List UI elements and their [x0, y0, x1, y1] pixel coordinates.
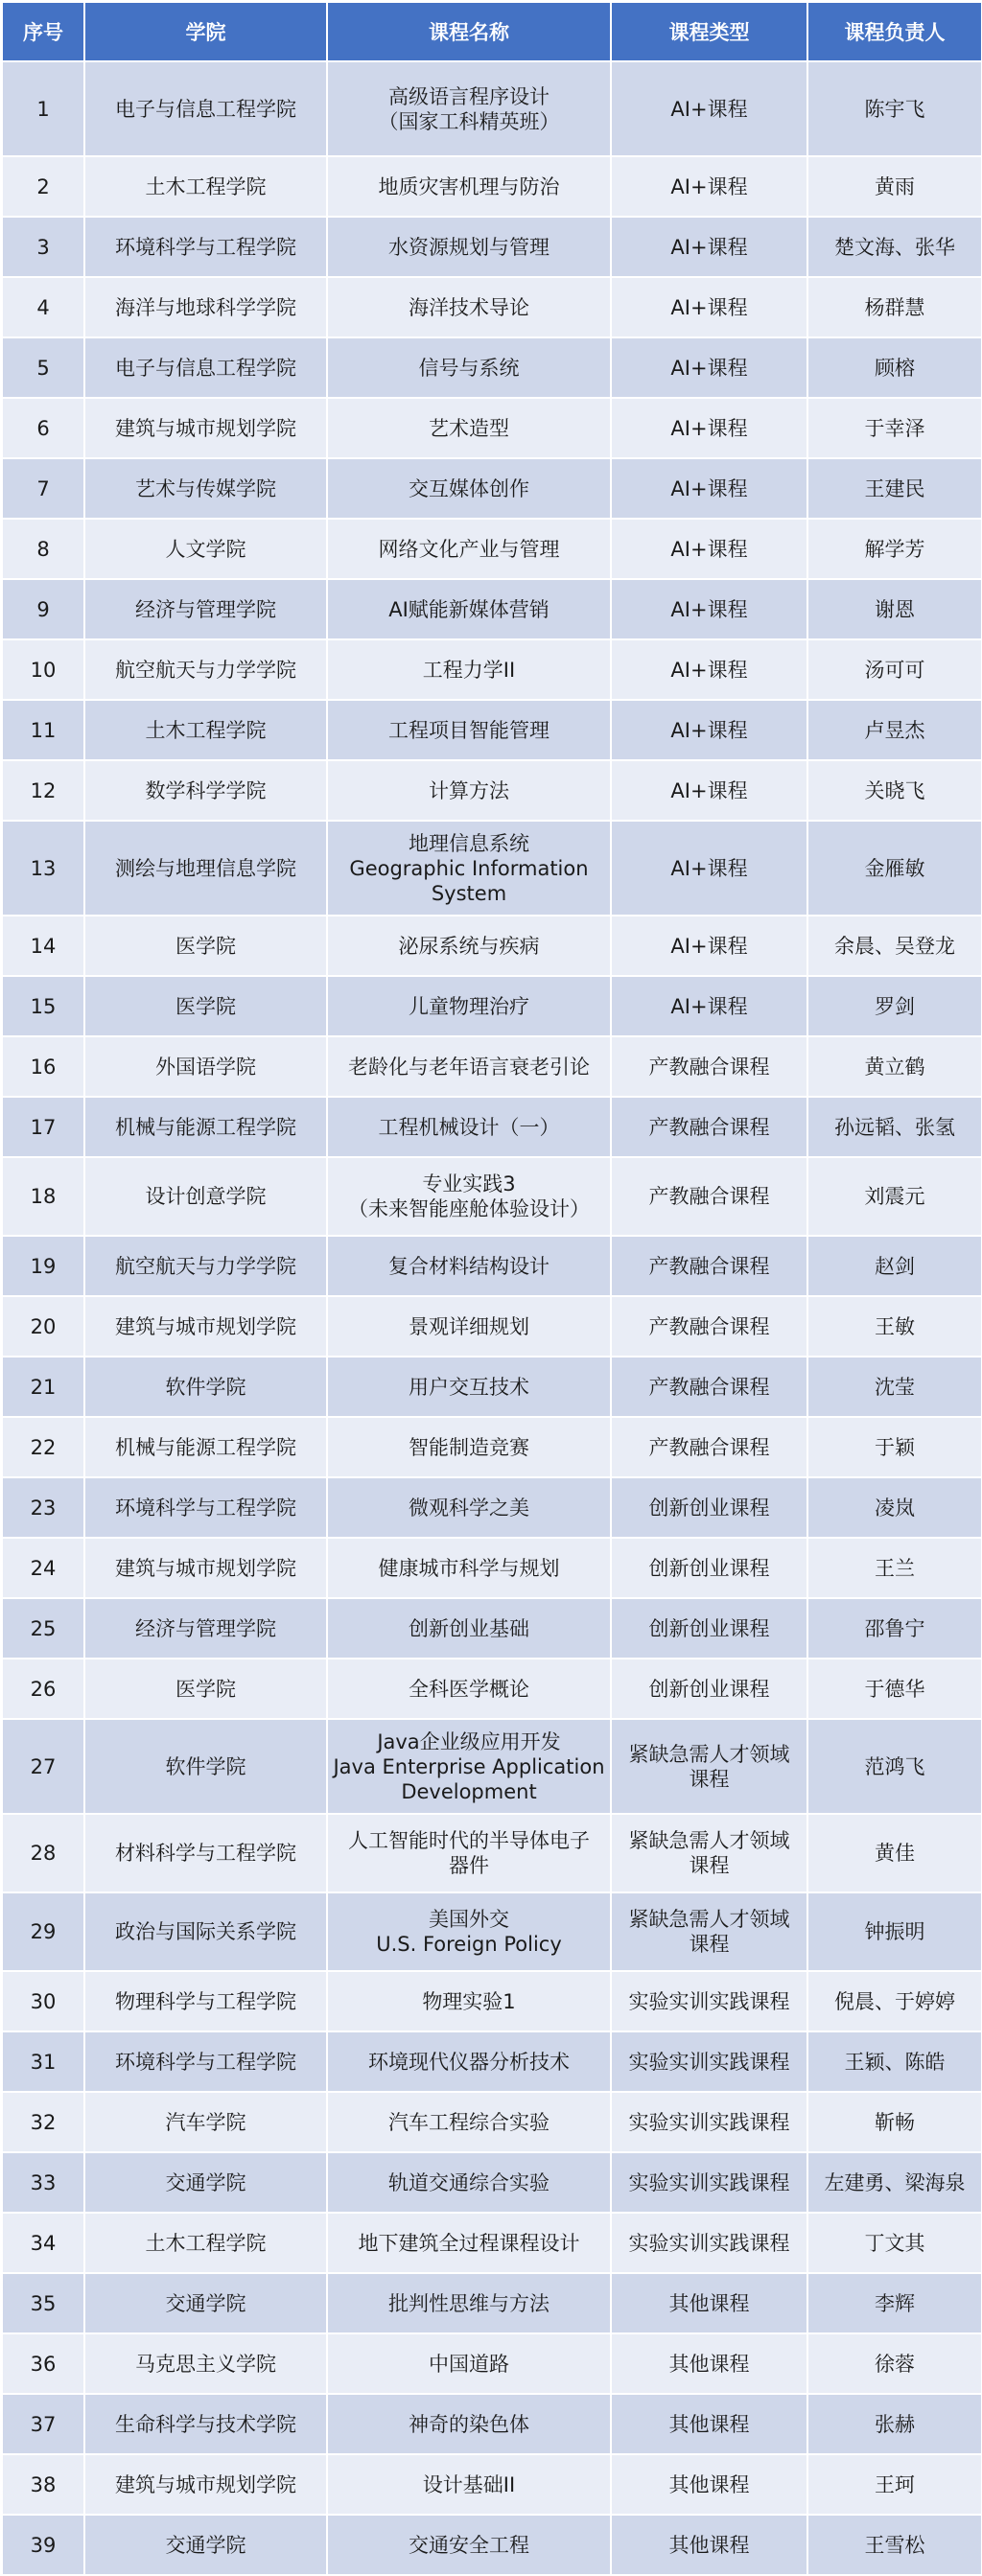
row-index: 35	[2, 2273, 84, 2333]
row-course-type: 产教融合课程	[611, 1236, 807, 1296]
table-row	[2, 1598, 982, 1659]
row-college: 交通学院	[84, 2515, 327, 2575]
row-course-name: 信号与系统	[327, 337, 611, 398]
row-course-name: Java企业级应用开发 Java Enterprise Application Development	[327, 1719, 611, 1814]
row-college: 马克思主义学院	[84, 2333, 327, 2394]
table-row	[2, 1236, 982, 1296]
row-index: 1	[2, 61, 84, 156]
row-college: 土木工程学院	[84, 156, 327, 217]
header-course-lead: 课程负责人	[807, 2, 982, 61]
row-course-type: AI+课程	[611, 976, 807, 1036]
row-college: 交通学院	[84, 2152, 327, 2213]
row-course-type: 其他课程	[611, 2515, 807, 2575]
table-row	[2, 1814, 982, 1892]
row-index: 3	[2, 217, 84, 277]
row-college: 电子与信息工程学院	[84, 337, 327, 398]
row-course-lead: 张赫	[807, 2394, 982, 2454]
row-course-lead: 孙远韬、张氢	[807, 1097, 982, 1157]
table-row	[2, 1296, 982, 1357]
row-college: 医学院	[84, 976, 327, 1036]
row-index: 19	[2, 1236, 84, 1296]
row-college: 机械与能源工程学院	[84, 1097, 327, 1157]
table-row	[2, 61, 982, 156]
row-course-type: AI+课程	[611, 700, 807, 760]
row-course-name: 神奇的染色体	[327, 2394, 611, 2454]
row-course-lead: 沈莹	[807, 1357, 982, 1417]
table-body	[2, 61, 982, 2575]
header-course-type: 课程类型	[611, 2, 807, 61]
row-index: 25	[2, 1598, 84, 1659]
row-course-name: 地质灾害机理与防治	[327, 156, 611, 217]
row-course-name: 老龄化与老年语言衰老引论	[327, 1036, 611, 1097]
row-index: 11	[2, 700, 84, 760]
row-course-lead: 黄佳	[807, 1814, 982, 1892]
row-college: 设计创意学院	[84, 1157, 327, 1236]
row-course-lead: 李辉	[807, 2273, 982, 2333]
table-row	[2, 2515, 982, 2575]
row-index: 20	[2, 1296, 84, 1357]
row-college: 医学院	[84, 1659, 327, 1719]
row-college: 航空航天与力学学院	[84, 639, 327, 700]
row-course-name: 工程力学II	[327, 639, 611, 700]
row-college: 电子与信息工程学院	[84, 61, 327, 156]
row-course-lead: 楚文海、张华	[807, 217, 982, 277]
row-course-lead: 黄雨	[807, 156, 982, 217]
row-course-lead: 卢昱杰	[807, 700, 982, 760]
row-course-type: 其他课程	[611, 2273, 807, 2333]
table-row	[2, 2092, 982, 2152]
row-course-name: 美国外交 U.S. Foreign Policy	[327, 1892, 611, 1971]
row-course-lead: 于颖	[807, 1417, 982, 1477]
course-table	[1, 1, 982, 2576]
row-index: 7	[2, 458, 84, 519]
row-course-name: 儿童物理治疗	[327, 976, 611, 1036]
row-index: 10	[2, 639, 84, 700]
row-course-type: 产教融合课程	[611, 1357, 807, 1417]
row-college: 航空航天与力学学院	[84, 1236, 327, 1296]
table-row	[2, 217, 982, 277]
row-course-lead: 于幸泽	[807, 398, 982, 458]
row-index: 24	[2, 1538, 84, 1598]
row-college: 环境科学与工程学院	[84, 217, 327, 277]
row-index: 31	[2, 2031, 84, 2092]
row-course-lead: 丁文其	[807, 2213, 982, 2273]
row-index: 28	[2, 1814, 84, 1892]
row-index: 30	[2, 1971, 84, 2031]
row-course-name: 汽车工程综合实验	[327, 2092, 611, 2152]
row-college: 测绘与地理信息学院	[84, 821, 327, 916]
row-course-type: AI+课程	[611, 277, 807, 337]
row-course-name: 地下建筑全过程课程设计	[327, 2213, 611, 2273]
row-course-lead: 邵鲁宁	[807, 1598, 982, 1659]
row-course-type: 创新创业课程	[611, 1538, 807, 1598]
row-course-type: 紧缺急需人才领域 课程	[611, 1719, 807, 1814]
row-course-lead: 余晨、吴登龙	[807, 916, 982, 976]
table-row	[2, 458, 982, 519]
row-course-name: 微观科学之美	[327, 1477, 611, 1538]
row-course-type: 产教融合课程	[611, 1296, 807, 1357]
row-course-type: 创新创业课程	[611, 1659, 807, 1719]
row-course-type: 实验实训实践课程	[611, 1971, 807, 2031]
table-row	[2, 519, 982, 579]
row-college: 交通学院	[84, 2273, 327, 2333]
row-index: 18	[2, 1157, 84, 1236]
row-course-type: AI+课程	[611, 760, 807, 821]
row-college: 环境科学与工程学院	[84, 1477, 327, 1538]
row-course-type: 紧缺急需人才领域 课程	[611, 1814, 807, 1892]
row-index: 39	[2, 2515, 84, 2575]
row-college: 外国语学院	[84, 1036, 327, 1097]
table-row	[2, 277, 982, 337]
row-course-type: 产教融合课程	[611, 1157, 807, 1236]
row-index: 23	[2, 1477, 84, 1538]
table-row	[2, 2273, 982, 2333]
row-course-name: 艺术造型	[327, 398, 611, 458]
row-course-type: 实验实训实践课程	[611, 2092, 807, 2152]
row-course-name: AI赋能新媒体营销	[327, 579, 611, 639]
table-row	[2, 2394, 982, 2454]
row-index: 36	[2, 2333, 84, 2394]
row-course-lead: 金雁敏	[807, 821, 982, 916]
row-course-name: 工程项目智能管理	[327, 700, 611, 760]
row-course-type: 实验实训实践课程	[611, 2213, 807, 2273]
row-college: 经济与管理学院	[84, 579, 327, 639]
row-college: 数学科学学院	[84, 760, 327, 821]
table-row	[2, 1036, 982, 1097]
row-course-name: 泌尿系统与疾病	[327, 916, 611, 976]
table-row	[2, 821, 982, 916]
table-row	[2, 1417, 982, 1477]
row-course-name: 批判性思维与方法	[327, 2273, 611, 2333]
row-course-name: 复合材料结构设计	[327, 1236, 611, 1296]
row-course-lead: 陈宇飞	[807, 61, 982, 156]
row-course-type: 产教融合课程	[611, 1097, 807, 1157]
row-course-name: 环境现代仪器分析技术	[327, 2031, 611, 2092]
table-row	[2, 1477, 982, 1538]
row-course-name: 交互媒体创作	[327, 458, 611, 519]
row-index: 22	[2, 1417, 84, 1477]
table-row	[2, 156, 982, 217]
row-course-name: 用户交互技术	[327, 1357, 611, 1417]
row-course-lead: 徐蓉	[807, 2333, 982, 2394]
table-row	[2, 916, 982, 976]
row-college: 汽车学院	[84, 2092, 327, 2152]
row-college: 建筑与城市规划学院	[84, 2454, 327, 2515]
row-index: 29	[2, 1892, 84, 1971]
table-row	[2, 398, 982, 458]
table-row	[2, 2333, 982, 2394]
row-course-lead: 顾榕	[807, 337, 982, 398]
row-course-lead: 解学芳	[807, 519, 982, 579]
row-course-type: 实验实训实践课程	[611, 2152, 807, 2213]
table-row	[2, 1357, 982, 1417]
row-course-lead: 凌岚	[807, 1477, 982, 1538]
row-course-lead: 罗剑	[807, 976, 982, 1036]
row-course-lead: 王颖、陈皓	[807, 2031, 982, 2092]
row-college: 医学院	[84, 916, 327, 976]
row-course-lead: 王建民	[807, 458, 982, 519]
table-row	[2, 976, 982, 1036]
table-row	[2, 2152, 982, 2213]
row-course-type: 创新创业课程	[611, 1598, 807, 1659]
table-row	[2, 2031, 982, 2092]
header-college: 学院	[84, 2, 327, 61]
table-row	[2, 1719, 982, 1814]
row-course-type: AI+课程	[611, 337, 807, 398]
row-index: 27	[2, 1719, 84, 1814]
row-course-lead: 刘震元	[807, 1157, 982, 1236]
row-index: 5	[2, 337, 84, 398]
table-row	[2, 579, 982, 639]
row-course-type: AI+课程	[611, 579, 807, 639]
table-row	[2, 2213, 982, 2273]
row-course-type: AI+课程	[611, 916, 807, 976]
row-course-lead: 杨群慧	[807, 277, 982, 337]
row-course-name: 计算方法	[327, 760, 611, 821]
row-index: 32	[2, 2092, 84, 2152]
row-course-lead: 谢恩	[807, 579, 982, 639]
row-course-type: 其他课程	[611, 2394, 807, 2454]
row-course-name: 专业实践3 （未来智能座舱体验设计）	[327, 1157, 611, 1236]
header-course-name: 课程名称	[327, 2, 611, 61]
row-course-type: AI+课程	[611, 217, 807, 277]
row-course-lead: 王敏	[807, 1296, 982, 1357]
row-index: 4	[2, 277, 84, 337]
row-course-name: 设计基础II	[327, 2454, 611, 2515]
row-index: 38	[2, 2454, 84, 2515]
row-course-type: 实验实训实践课程	[611, 2031, 807, 2092]
table-row	[2, 1971, 982, 2031]
table-row	[2, 639, 982, 700]
row-course-name: 水资源规划与管理	[327, 217, 611, 277]
table-row	[2, 1538, 982, 1598]
header-row	[2, 2, 982, 61]
row-course-type: 其他课程	[611, 2454, 807, 2515]
row-index: 33	[2, 2152, 84, 2213]
row-college: 建筑与城市规划学院	[84, 1538, 327, 1598]
row-course-lead: 钟振明	[807, 1892, 982, 1971]
row-index: 37	[2, 2394, 84, 2454]
row-course-type: 紧缺急需人才领域 课程	[611, 1892, 807, 1971]
row-course-lead: 左建勇、梁海泉	[807, 2152, 982, 2213]
row-course-name: 网络文化产业与管理	[327, 519, 611, 579]
row-course-type: 其他课程	[611, 2333, 807, 2394]
row-college: 经济与管理学院	[84, 1598, 327, 1659]
row-course-name: 全科医学概论	[327, 1659, 611, 1719]
table-row	[2, 760, 982, 821]
table-row	[2, 1892, 982, 1971]
row-course-name: 高级语言程序设计 （国家工科精英班）	[327, 61, 611, 156]
row-college: 政治与国际关系学院	[84, 1892, 327, 1971]
row-college: 艺术与传媒学院	[84, 458, 327, 519]
row-course-name: 交通安全工程	[327, 2515, 611, 2575]
row-college: 生命科学与技术学院	[84, 2394, 327, 2454]
row-index: 9	[2, 579, 84, 639]
row-course-lead: 倪晨、于婷婷	[807, 1971, 982, 2031]
row-course-lead: 于德华	[807, 1659, 982, 1719]
row-course-type: 产教融合课程	[611, 1036, 807, 1097]
row-course-type: AI+课程	[611, 398, 807, 458]
row-college: 材料科学与工程学院	[84, 1814, 327, 1892]
row-college: 土木工程学院	[84, 2213, 327, 2273]
row-course-lead: 赵剑	[807, 1236, 982, 1296]
row-course-type: AI+课程	[611, 519, 807, 579]
table-row	[2, 700, 982, 760]
row-course-type: 产教融合课程	[611, 1417, 807, 1477]
row-course-name: 地理信息系统 Geographic Information System	[327, 821, 611, 916]
row-course-lead: 王兰	[807, 1538, 982, 1598]
row-index: 16	[2, 1036, 84, 1097]
row-course-lead: 汤可可	[807, 639, 982, 700]
row-course-name: 海洋技术导论	[327, 277, 611, 337]
row-course-type: AI+课程	[611, 156, 807, 217]
row-index: 12	[2, 760, 84, 821]
row-index: 13	[2, 821, 84, 916]
row-course-lead: 王雪松	[807, 2515, 982, 2575]
row-college: 土木工程学院	[84, 700, 327, 760]
row-course-type: AI+课程	[611, 61, 807, 156]
row-course-type: AI+课程	[611, 821, 807, 916]
table-row	[2, 1659, 982, 1719]
row-course-name: 物理实验1	[327, 1971, 611, 2031]
table-row	[2, 1097, 982, 1157]
row-index: 8	[2, 519, 84, 579]
row-course-name: 中国道路	[327, 2333, 611, 2394]
table-row	[2, 1157, 982, 1236]
row-course-name: 智能制造竞赛	[327, 1417, 611, 1477]
row-course-lead: 黄立鹤	[807, 1036, 982, 1097]
header-index: 序号	[2, 2, 84, 61]
row-course-lead: 范鸿飞	[807, 1719, 982, 1814]
row-college: 海洋与地球科学学院	[84, 277, 327, 337]
row-course-type: AI+课程	[611, 639, 807, 700]
row-college: 建筑与城市规划学院	[84, 1296, 327, 1357]
row-course-name: 轨道交通综合实验	[327, 2152, 611, 2213]
row-college: 环境科学与工程学院	[84, 2031, 327, 2092]
row-course-name: 健康城市科学与规划	[327, 1538, 611, 1598]
row-course-lead: 王珂	[807, 2454, 982, 2515]
row-index: 6	[2, 398, 84, 458]
row-college: 软件学院	[84, 1719, 327, 1814]
row-course-lead: 关晓飞	[807, 760, 982, 821]
row-index: 34	[2, 2213, 84, 2273]
table-row	[2, 2454, 982, 2515]
row-index: 26	[2, 1659, 84, 1719]
row-course-type: AI+课程	[611, 458, 807, 519]
row-course-name: 景观详细规划	[327, 1296, 611, 1357]
row-course-name: 创新创业基础	[327, 1598, 611, 1659]
row-college: 人文学院	[84, 519, 327, 579]
row-college: 机械与能源工程学院	[84, 1417, 327, 1477]
row-index: 21	[2, 1357, 84, 1417]
row-course-name: 人工智能时代的半导体电子 器件	[327, 1814, 611, 1892]
row-course-type: 创新创业课程	[611, 1477, 807, 1538]
row-college: 软件学院	[84, 1357, 327, 1417]
row-index: 17	[2, 1097, 84, 1157]
table-row	[2, 337, 982, 398]
row-index: 14	[2, 916, 84, 976]
row-course-lead: 靳畅	[807, 2092, 982, 2152]
row-college: 物理科学与工程学院	[84, 1971, 327, 2031]
row-course-name: 工程机械设计（一）	[327, 1097, 611, 1157]
row-college: 建筑与城市规划学院	[84, 398, 327, 458]
row-index: 2	[2, 156, 84, 217]
row-index: 15	[2, 976, 84, 1036]
